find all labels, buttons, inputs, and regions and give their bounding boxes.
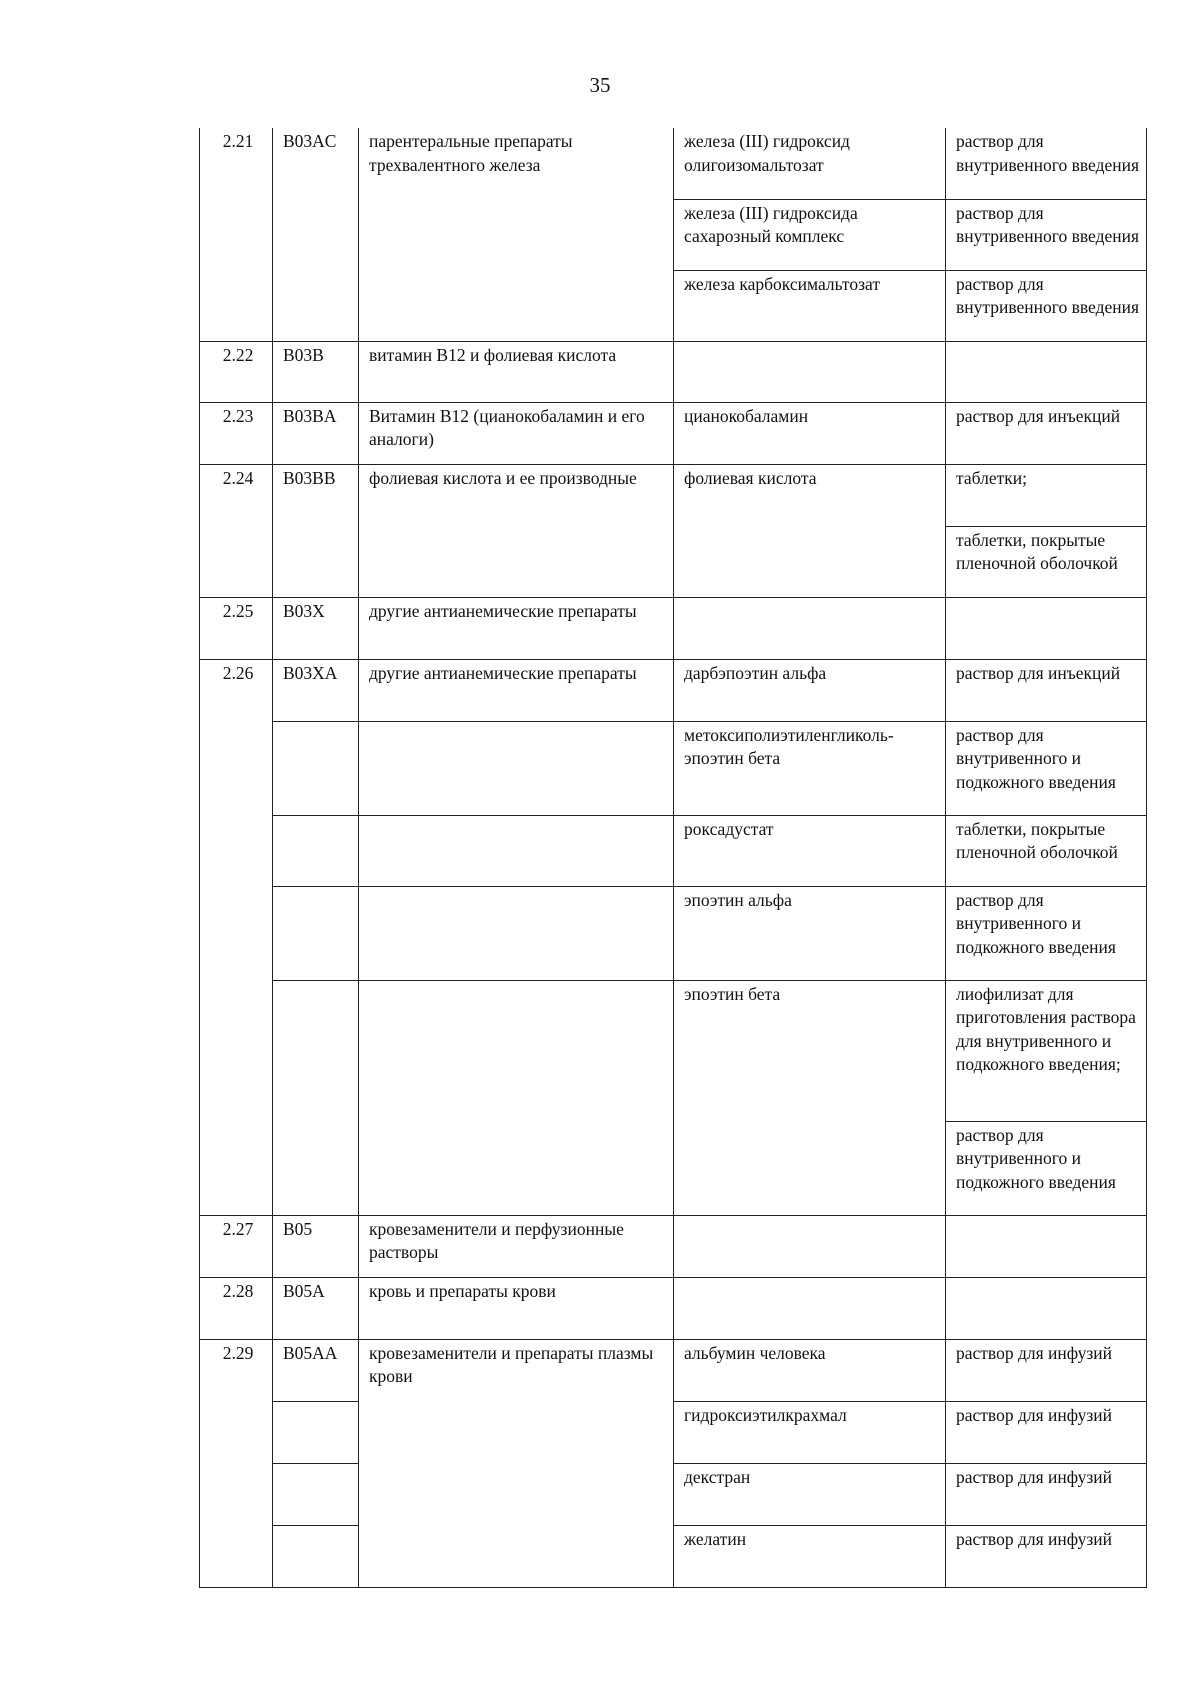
row-number: 2.29 (200, 1339, 273, 1587)
row-number: 2.27 (200, 1215, 273, 1277)
atc-code: B03AC (273, 128, 359, 341)
dosage-form: раствор для инъекций (946, 402, 1147, 464)
atc-code (273, 721, 359, 815)
table-row (200, 815, 1147, 886)
drug-name: эпоэтин альфа (674, 886, 946, 980)
drug-name: дарбэпоэтин альфа (674, 659, 946, 721)
row-number: 2.21 (200, 128, 273, 341)
drug-name: декстран (674, 1463, 946, 1525)
group-name (359, 980, 674, 1215)
drug-name (674, 1277, 946, 1339)
atc-code: B03X (273, 597, 359, 659)
dosage-form: раствор для инфузий (946, 1463, 1147, 1525)
dosage-form: раствор для инфузий (946, 1339, 1147, 1401)
group-name: другие антианемические препараты (359, 597, 674, 659)
table-row (200, 464, 1147, 526)
group-name: Витамин B12 (цианокобаламин и его аналоги) (359, 402, 674, 464)
atc-code (273, 980, 359, 1215)
atc-code: B03BA (273, 402, 359, 464)
drug-name: альбумин человека (674, 1339, 946, 1401)
dosage-form: раствор для инъекций (946, 659, 1147, 721)
dosage-form (946, 597, 1147, 659)
dosage-form (946, 1277, 1147, 1339)
atc-code: B03BB (273, 464, 359, 597)
row-number: 2.25 (200, 597, 273, 659)
table-row (200, 886, 1147, 980)
group-name: кровезаменители и препараты плазмы крови (359, 1339, 674, 1587)
table-row (200, 980, 1147, 1121)
table-row (200, 1339, 1147, 1401)
dosage-form: раствор для внутривенного введения (946, 128, 1147, 199)
drug-name: железа карбоксимальтозат (674, 270, 946, 341)
drug-name: гидроксиэтилкрахмал (674, 1401, 946, 1463)
group-name (359, 886, 674, 980)
dosage-form: раствор для инфузий (946, 1525, 1147, 1587)
atc-code (273, 815, 359, 886)
table-row (200, 128, 1147, 199)
atc-code: B05 (273, 1215, 359, 1277)
group-name: витамин B12 и фолиевая кислота (359, 341, 674, 402)
atc-code: B05AA (273, 1339, 359, 1401)
table-row (200, 721, 1147, 815)
row-number: 2.22 (200, 341, 273, 402)
drug-name: эпоэтин бета (674, 980, 946, 1215)
group-name: кровь и препараты крови (359, 1277, 674, 1339)
dosage-form: раствор для внутривенного введения (946, 270, 1147, 341)
table-row (200, 597, 1147, 659)
row-number: 2.24 (200, 464, 273, 597)
drug-name: желатин (674, 1525, 946, 1587)
drug-name: железа (III) гидроксида сахарозный комплекс (674, 199, 946, 270)
drug-name: цианокобаламин (674, 402, 946, 464)
drug-name: железа (III) гидроксид олигоизомальтозат (674, 128, 946, 199)
row-number: 2.23 (200, 402, 273, 464)
drug-name: фолиевая кислота (674, 464, 946, 597)
group-name: фолиевая кислота и ее производные (359, 464, 674, 597)
group-name: парентеральные препараты трехвалентного железа (359, 128, 674, 341)
drug-name (674, 341, 946, 402)
dosage-form: раствор для внутривенного и подкожного введения (946, 1121, 1147, 1215)
atc-code (273, 886, 359, 980)
drug-list-table (199, 128, 1147, 1588)
table-row (200, 1463, 1147, 1525)
atc-code (273, 1463, 359, 1525)
table-row (200, 659, 1147, 721)
atc-code: B03XA (273, 659, 359, 721)
table-row (200, 402, 1147, 464)
group-name: кровезаменители и перфузионные растворы (359, 1215, 674, 1277)
atc-code (273, 1401, 359, 1463)
dosage-form: таблетки, покрытые пленочной оболочкой (946, 526, 1147, 597)
dosage-form (946, 341, 1147, 402)
table-row (200, 1525, 1147, 1587)
drug-name (674, 597, 946, 659)
page-number: 35 (589, 73, 611, 97)
dosage-form: лиофилизат для приготовления раствора для внутривенного и подкожного введения; (946, 980, 1147, 1121)
dosage-form: таблетки, покрытые пленочной оболочкой (946, 815, 1147, 886)
table-row (200, 1215, 1147, 1277)
dosage-form: раствор для инфузий (946, 1401, 1147, 1463)
row-number: 2.28 (200, 1277, 273, 1339)
dosage-form (946, 1215, 1147, 1277)
drug-name: роксадустат (674, 815, 946, 886)
dosage-form: раствор для внутривенного введения (946, 199, 1147, 270)
table-row (200, 1401, 1147, 1463)
table-row (200, 341, 1147, 402)
dosage-form: раствор для внутривенного и подкожного введения (946, 721, 1147, 815)
atc-code (273, 1525, 359, 1587)
table-row (200, 1277, 1147, 1339)
dosage-form: раствор для внутривенного и подкожного введения (946, 886, 1147, 980)
row-number: 2.26 (200, 659, 273, 1215)
group-name: другие антианемические препараты (359, 659, 674, 721)
group-name (359, 815, 674, 886)
group-name (359, 721, 674, 815)
atc-code: B03B (273, 341, 359, 402)
atc-code: B05A (273, 1277, 359, 1339)
drug-name: метоксиполиэтиленгликоль-эпоэтин бета (674, 721, 946, 815)
drug-name (674, 1215, 946, 1277)
dosage-form: таблетки; (946, 464, 1147, 526)
